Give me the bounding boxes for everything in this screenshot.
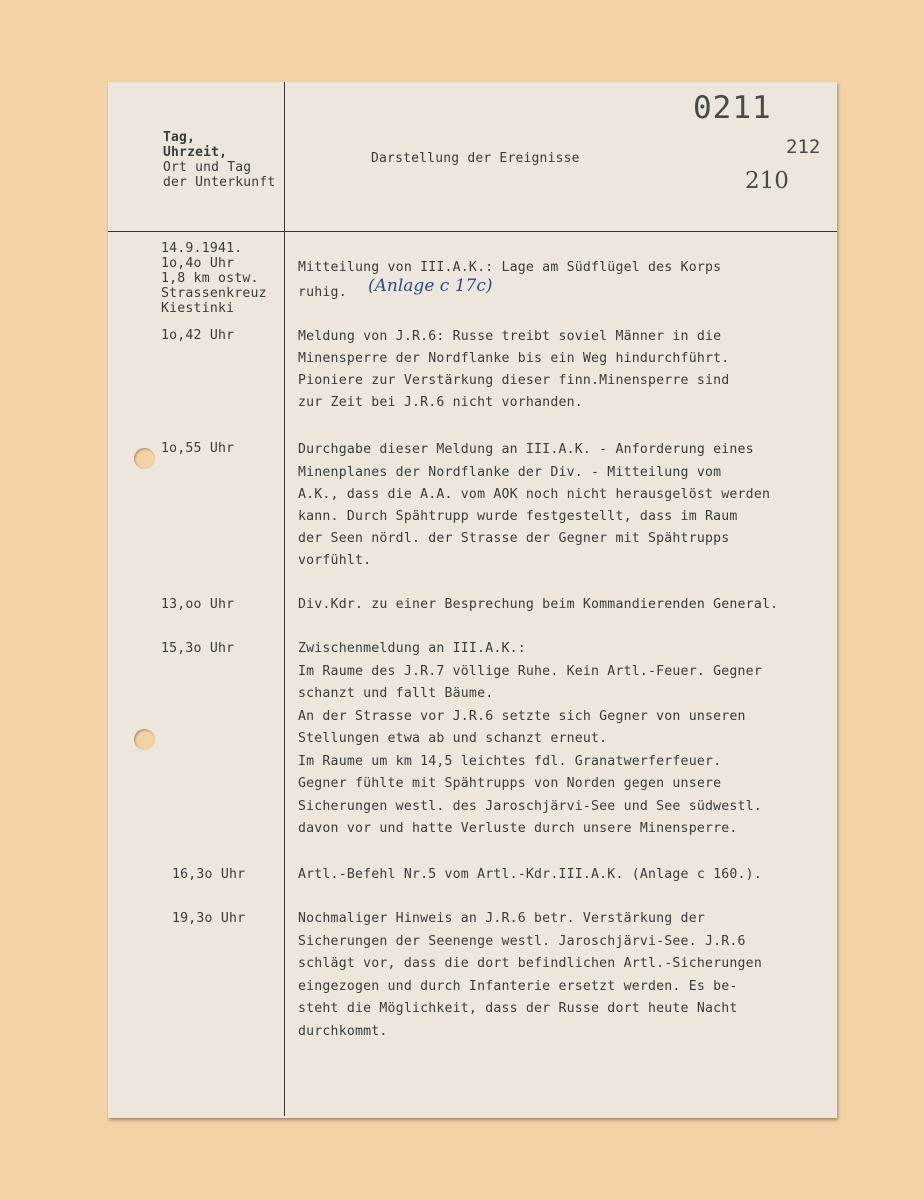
entry-time: 19,3o Uhr (172, 911, 246, 926)
header-col1-line: Uhrzeit, (163, 145, 228, 160)
entry-time: 13,oo Uhr (161, 597, 235, 612)
document-page (108, 82, 837, 1118)
entry-text-line: davon vor und hatte Verluste durch unsere Minensperre. (298, 821, 738, 836)
punch-hole (134, 448, 155, 469)
entry-text-line: Sicherungen westl. des Jaroschjärvi-See und See südwestl. (298, 799, 762, 814)
entry-text-line: Stellungen etwa ab und schanzt erneut. (298, 731, 608, 746)
typed-page-number: 212 (786, 136, 821, 158)
entry-text-line: An der Strasse vor J.R.6 setzte sich Gegner von unseren (298, 709, 746, 724)
time-line: Kiestinki (161, 301, 235, 316)
entry-text-line: A.K., dass die A.A. vom AOK noch nicht herausgelöst werden (298, 487, 771, 502)
entry-text-line: Sicherungen der Seenenge westl. Jaroschjärvi-See. J.R.6 (298, 934, 746, 949)
entry-text-line: zur Zeit bei J.R.6 nicht vorhanden. (298, 395, 583, 410)
entry-text-line: Durchgabe dieser Meldung an III.A.K. - Anforderung eines (298, 442, 754, 457)
entry-text-line: ruhig. (298, 285, 347, 300)
entry-text-line: steht die Möglichkeit, dass der Russe dort heute Nacht (298, 1001, 738, 1016)
entry-text-line: der Seen nördl. der Strasse der Gegner mit Spähtrupps (298, 531, 730, 546)
header-column-2-title: Darstellung der Ereignisse (371, 151, 580, 166)
entry-time: 1o,42 Uhr (161, 328, 235, 343)
entry-time: 15,3o Uhr (161, 641, 235, 656)
entry-text-line: vorfühlt. (298, 553, 372, 568)
entry-text-line: Nochmaliger Hinweis an J.R.6 betr. Verstärkung der (298, 911, 705, 926)
entry-text-line: kann. Durch Spähtrupp wurde festgestellt, dass im Raum (298, 509, 738, 524)
header-divider (108, 231, 837, 232)
entry-text-line: Minenplanes der Nordflanke der Div. - Mitteilung vom (298, 465, 722, 480)
entry-text-line: durchkommt. (298, 1024, 388, 1039)
entry-time: 1o,55 Uhr (161, 441, 235, 456)
entry-text-line: Pioniere zur Verstärkung dieser finn.Minensperre sind (298, 373, 730, 388)
time-line: Strassenkreuz (161, 286, 267, 301)
time-line: 1,8 km ostw. (161, 271, 259, 286)
entry-time: 16,3o Uhr (172, 867, 246, 882)
entry-text-line: Div.Kdr. zu einer Besprechung beim Kommandierenden General. (298, 597, 779, 612)
handwritten-annotation: (Anlage c 17c) (368, 276, 493, 296)
header-col1-line: Tag, (163, 130, 196, 145)
entry-text-line: eingezogen und durch Infanterie ersetzt werden. Es be- (298, 979, 738, 994)
handwritten-page-number: 210 (745, 168, 789, 194)
entry-text-line: schanzt und fallt Bäume. (298, 686, 494, 701)
entry-text-line: Gegner fühlte mit Spähtrupps von Norden gegen unsere (298, 776, 722, 791)
archive-stamp-number: 0211 (693, 90, 772, 126)
entry-text-line: Im Raume um km 14,5 leichtes fdl. Granatwerferfeuer. (298, 754, 722, 769)
column-divider (284, 82, 285, 1116)
time-line: 1o,4o Uhr (161, 256, 235, 271)
entry-text-line: Meldung von J.R.6: Russe treibt soviel Männer in die (298, 329, 722, 344)
header-col1-line: der Unterkunft (163, 175, 276, 190)
entry-text-line: schlägt vor, dass die dort befindlichen Artl.-Sicherungen (298, 956, 762, 971)
time-line: 14.9.1941. (161, 241, 243, 256)
header-col1-line: Ort und Tag (163, 160, 252, 175)
entry-text-line: Im Raume des J.R.7 völlige Ruhe. Kein Artl.-Feuer. Gegner (298, 664, 762, 679)
entry-text-line: Artl.-Befehl Nr.5 vom Artl.-Kdr.III.A.K. (Anlage c 160.). (298, 867, 762, 882)
punch-hole (134, 729, 155, 750)
entry-text-line: Minensperre der Nordflanke bis ein Weg hindurchführt. (298, 351, 730, 366)
entry-text-line: Mitteilung von III.A.K.: Lage am Südflügel des Korps (298, 260, 722, 275)
entry-text-line: Zwischenmeldung an III.A.K.: (298, 641, 526, 656)
